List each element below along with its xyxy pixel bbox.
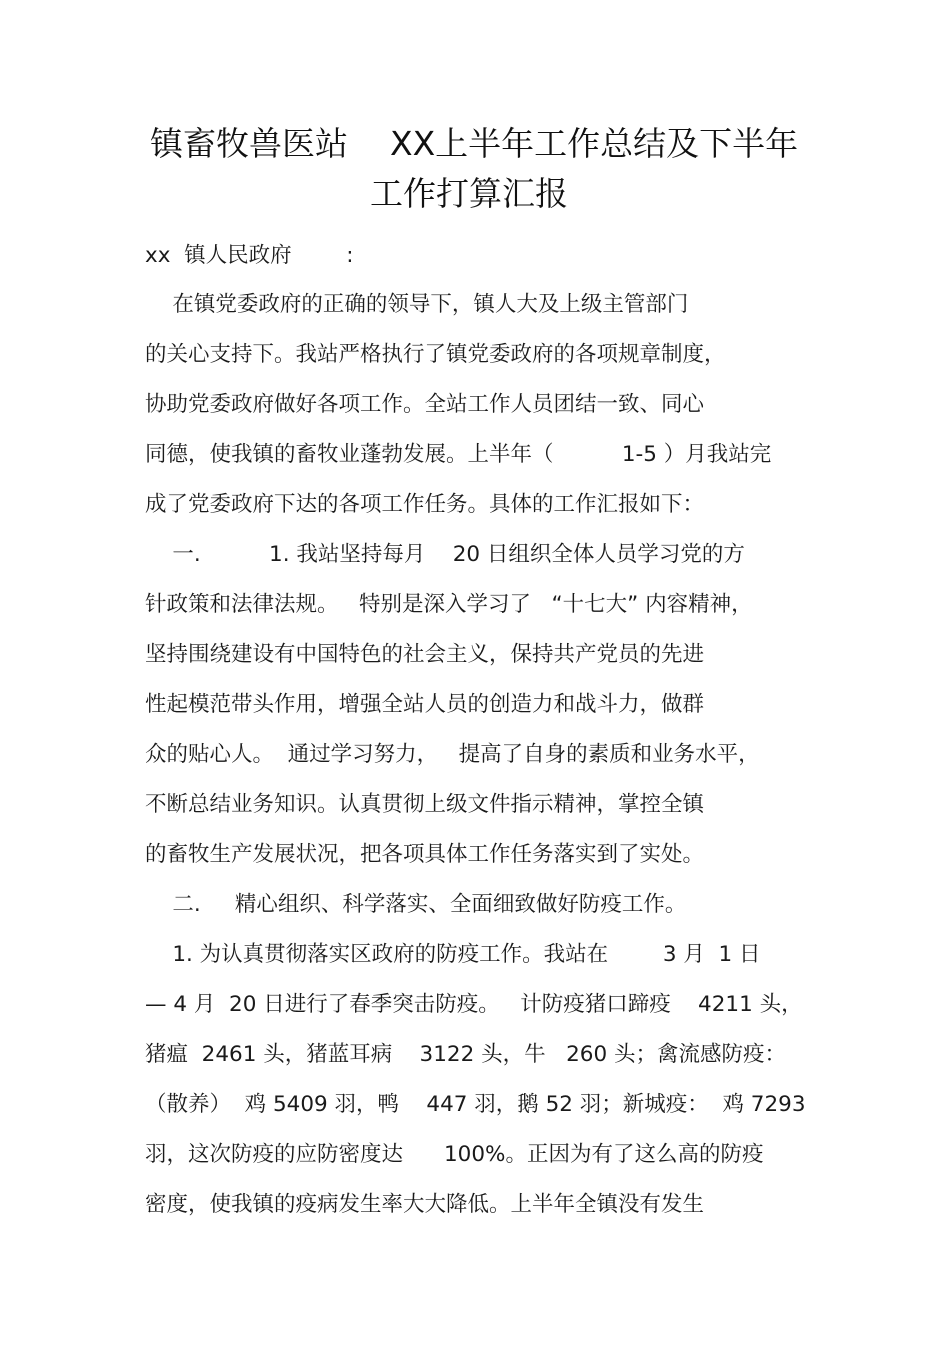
body-line: 不断总结业务知识。认真贯彻上级文件指示精神，掌控全镇 xyxy=(145,792,705,817)
body-line: 性起模范带头作用，增强全站人员的创造力和战斗力，做群 xyxy=(145,692,705,717)
body-line: 同德，使我镇的畜牧业蓬勃发展。上半年（ 1-5 ）月我站完 xyxy=(145,442,772,467)
document-title-line-2: 工作打算汇报 xyxy=(370,174,568,213)
salutation: xx 镇人民政府 : xyxy=(145,243,354,268)
body-line: 协助党委政府做好各项工作。全站工作人员团结一致、同心 xyxy=(145,392,705,417)
body-line: 猪瘟 2461 头，猪蓝耳病 3122 头，牛 260 头；禽流感防疫： xyxy=(145,1042,786,1067)
body-line: 的畜牧生产发展状况，把各项具体工作任务落实到了实处。 xyxy=(145,842,705,867)
body-line: （散养） 鸡 5409 羽，鸭 447 羽，鹅 52 羽；新城疫： 鸡 7293 xyxy=(145,1092,806,1117)
body-line: 坚持围绕建设有中国特色的社会主义，保持共产党员的先进 xyxy=(145,642,705,667)
body-line: 密度，使我镇的疫病发生率大大降低。上半年全镇没有发生 xyxy=(145,1192,705,1217)
body-line: 一. 1. 我站坚持每月 20 日组织全体人员学习党的方 xyxy=(145,542,745,567)
body-line: 羽，这次防疫的应防密度达 100%。正因为有了这么高的防疫 xyxy=(145,1142,764,1167)
body-line: — 4 月 20 日进行了春季突击防疫。 计防疫猪口蹄疫 4211 头， xyxy=(145,992,803,1017)
body-line: 成了党委政府下达的各项工作任务。具体的工作汇报如下： xyxy=(145,492,705,517)
body-line: 众的贴心人。 通过学习努力， 提高了自身的素质和业务水平， xyxy=(145,742,760,767)
body-line: 在镇党委政府的正确的领导下，镇人大及上级主管部门 xyxy=(145,292,689,317)
document-title-line-1: 镇畜牧兽医站 XX上半年工作总结及下半年 xyxy=(150,124,799,163)
body-line: 的关心支持下。我站严格执行了镇党委政府的各项规章制度， xyxy=(145,342,726,367)
section-heading: 二. 精心组织、科学落实、全面细致做好防疫工作。 xyxy=(145,892,687,917)
body-line: 1. 为认真贯彻落实区政府的防疫工作。我站在 3 月 1 日 xyxy=(145,942,761,967)
body-line: 针政策和法律法规。 特别是深入学习了 “十七大” 内容精神， xyxy=(145,592,753,617)
